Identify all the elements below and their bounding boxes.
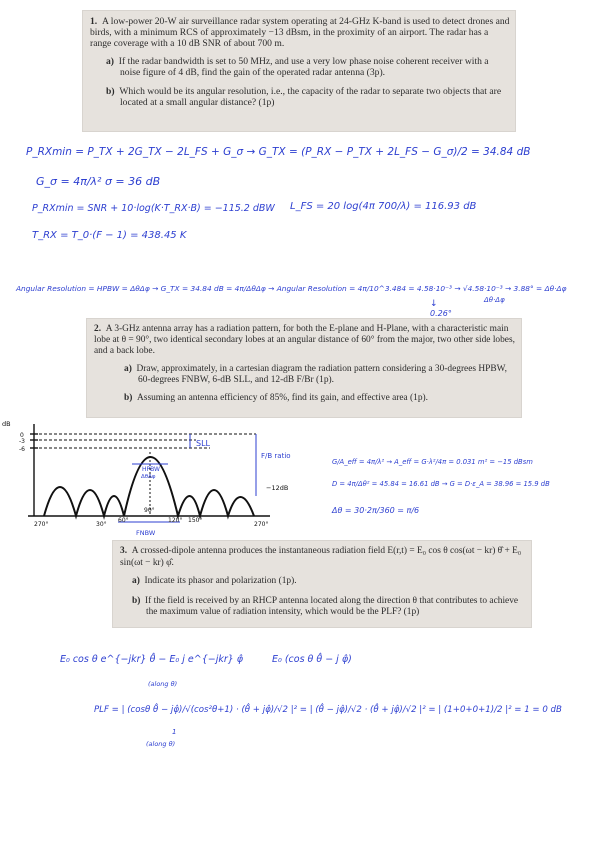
problem-2b bbox=[94, 393, 516, 404]
problem-3a-label: a) bbox=[132, 576, 140, 586]
sll-label: SLL bbox=[196, 439, 210, 448]
problem-3a-text: Indicate its phasor and polarization (1p). bbox=[144, 576, 297, 586]
x-tick-150: 150° bbox=[188, 517, 203, 524]
problem-1-number: 1. bbox=[90, 16, 98, 27]
x-tick-60: 60° bbox=[118, 517, 129, 524]
problem-2-text: A 3-GHz antenna array has a radiation pattern, for both the E-plane and H-Plane, with a characteristic main lobe at θ = 90°, two identical secondary lobes at an angular distance of 60° from the major, two other side lobes, and a back lobe. bbox=[94, 324, 515, 356]
problem-1-text: A low-power 20-W air surveillance radar system operating at 24-GHz K-band is used to detect drones and birds, with a minimum RCS of approximately −13 dBsm, in the proximity of an airport. The radar has a range coverage with a 10 dB SNR of about 700 m. bbox=[90, 16, 510, 50]
fb-ratio-label: F/B ratio bbox=[261, 452, 291, 460]
notes-3-one: 1 bbox=[172, 728, 177, 736]
problem-1b-text: Which would be its angular resolution, i.e., the capacity of the radar to separate two objects that are located at a small angular distance? (1p) bbox=[119, 86, 502, 109]
notes-angular-sub: Δθ·Δφ bbox=[484, 296, 505, 304]
notes-3-plf: PLF = | (cosθ θ̂ − jφ̂)/√(cos²θ+1) · (θ̂ + jφ̂)/√2 |² = | (θ̂ − jφ̂)/√2 · (θ̂ + jφ̂)/√2 |² = | (1+0+0+1)/2 |² = 1 = 0 dB bbox=[94, 705, 562, 715]
notes-2-line-1: G/A_eff = 4π/λ² → A_eff = G·λ²/4π = 0.031 m² = −15 dBsm bbox=[332, 458, 533, 466]
notes-3-phasor-2: E₀ (cos θ θ̂ − j φ̂) bbox=[272, 654, 352, 665]
notes-3-along-1: (along θ) bbox=[148, 680, 178, 688]
problem-2a-label: a) bbox=[124, 364, 132, 374]
hpbw-label: HPBW bbox=[142, 466, 160, 473]
notes-1-line-1: P_RXmin = P_TX + 2G_TX − 2L_FS + G_σ → G_TX = (P_RX − P_TX + 2L_FS − G_σ)/2 = 34.84 dB bbox=[26, 146, 531, 158]
problem-2-statement bbox=[94, 324, 516, 357]
problem-2b-label: b) bbox=[124, 393, 133, 403]
problem-1a-label: a) bbox=[106, 55, 114, 67]
notes-angular-arrow: ↓ bbox=[430, 299, 438, 309]
x-tick-120: 120° bbox=[168, 517, 183, 524]
problem-1b-label: b) bbox=[106, 86, 115, 98]
problem-3-text: A crossed-dipole antenna produces the instantaneous radiation field E(r,t) = E₀ cos θ cos(ωt − kr) θ̂ + E₀ sin(ωt − kr) φ̂. bbox=[120, 546, 522, 568]
y-tick-0: 0 bbox=[20, 432, 24, 439]
problem-1-photo bbox=[82, 10, 516, 132]
problem-1b bbox=[90, 86, 510, 108]
hpbw-sub-label: ΔθΔφ bbox=[141, 474, 156, 480]
notes-angular-result: 0.26° bbox=[430, 309, 452, 318]
problem-3-photo bbox=[112, 540, 532, 628]
problem-2-photo bbox=[86, 318, 522, 418]
notes-1-line-3b: L_FS = 20 log(4π 700/λ) = 116.93 dB bbox=[290, 201, 477, 212]
fb-level-label: −12dB bbox=[266, 484, 289, 492]
notes-3-along-2: (along θ) bbox=[146, 740, 176, 748]
notes-2-line-3: Δθ = 30·2π/360 = π/6 bbox=[332, 506, 420, 515]
y-axis-label: dB bbox=[2, 420, 11, 428]
notes-1-line-3: P_RXmin = SNR + 10·log(K·T_RX·B) = −115.2 dBW bbox=[32, 203, 275, 214]
problem-2a-text: Draw, approximately, in a cartesian diagram the radiation pattern considering a 30-degrees HPBW, 60-degrees FNBW, 6-dB SLL, and 12-dB F/Br (1p). bbox=[136, 364, 507, 385]
problem-3b bbox=[120, 596, 526, 619]
problem-2a bbox=[94, 364, 516, 386]
problem-3b-label: b) bbox=[132, 595, 141, 606]
radiation-pattern-sketch bbox=[0, 418, 330, 542]
problem-1a-text: If the radar bandwidth is set to 50 MHz, and use a very low phase noise coherent receiver with a noise figure of 4 dB, find the gain of the operated radar antenna (3p). bbox=[118, 55, 489, 78]
notes-1-line-2: G_σ = 4π/λ² σ = 36 dB bbox=[36, 175, 161, 188]
x-tick-270-left: 270° bbox=[34, 521, 49, 528]
angle-90-label: 90° bbox=[144, 507, 155, 514]
x-tick-30: 30° bbox=[96, 521, 107, 528]
notes-1-line-4: T_RX = T_0·(F − 1) = 438.45 K bbox=[32, 230, 187, 241]
y-tick-minus6: -6 bbox=[19, 446, 25, 453]
problem-2-number: 2. bbox=[94, 324, 102, 334]
fnbw-label: FNBW bbox=[136, 529, 156, 537]
problem-3-number: 3. bbox=[120, 546, 128, 556]
notes-3-phasor: E₀ cos θ e^{−jkr} θ̂ − E₀ j e^{−jkr} φ̂ bbox=[60, 654, 244, 665]
problem-3b-text: If the field is received by an RHCP antenna located along the direction θ that contributes to achieve the maximum value of radiation intensity, which would be the PLF? (1p) bbox=[145, 595, 519, 617]
notes-2-line-2: D = 4π/Δθ² = 45.84 = 16.61 dB → G = D·ε_A = 38.96 = 15.9 dB bbox=[332, 480, 550, 488]
problem-2b-text: Assuming an antenna efficiency of 85%, find its gain, and effective area (1p). bbox=[137, 393, 428, 403]
x-tick-270-right: 270° bbox=[254, 521, 269, 528]
problem-1-statement bbox=[90, 16, 510, 50]
problem-3a bbox=[120, 576, 526, 588]
notes-angular-line: Angular Resolution = HPBW = ΔθΔφ → G_TX = 34.84 dB = 4π/ΔθΔφ → Angular Resolution = 4π/10^3.484 = 4.58·10⁻³ → √4.58·10⁻³ → 3.88° = Δθ·Δφ bbox=[16, 284, 567, 293]
problem-1a bbox=[90, 56, 510, 78]
y-tick-minus3: -3 bbox=[19, 438, 25, 445]
problem-3-statement bbox=[120, 546, 526, 569]
